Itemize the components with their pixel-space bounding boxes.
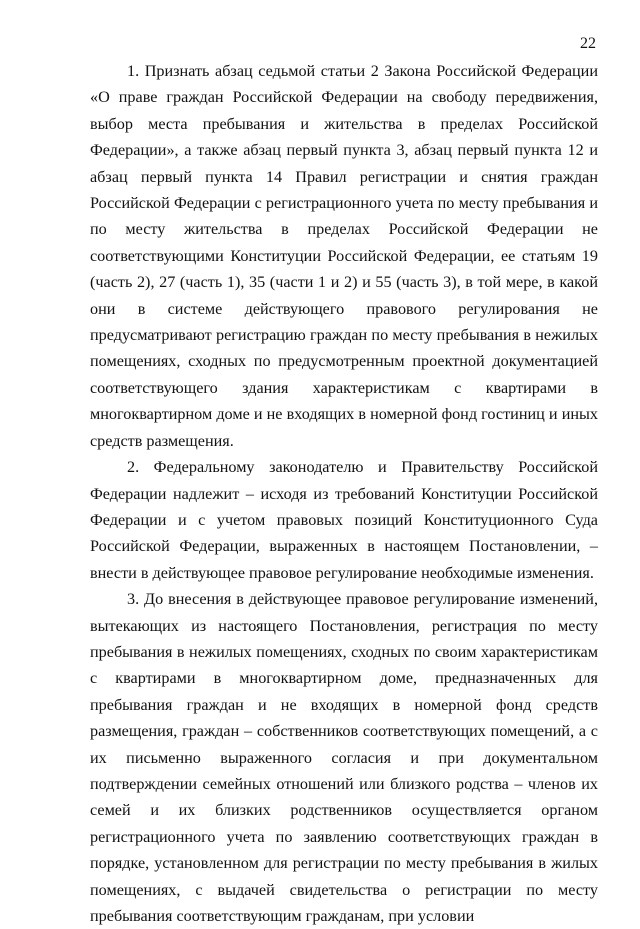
paragraph-2: 2. Федеральному законодателю и Правительству Российской Федерации надлежит – исходя из требований Конституции Российской Федерации и с учетом правовых позиций Конституционного Суда Российской Федерации, выраженных в настоящем Постановлении, – внести в действующее правовое регулирование необходимые изменения. <box>90 458 598 582</box>
paragraph-3: 3. До внесения в действующее правовое регулирование изменений, вытекающих из настоящего Постановления, регистрация по месту пребывания в нежилых помещениях, сходных по своим характеристикам с квартирами в многоквартирном доме, предназначенных для пребывания граждан и не входящих в номерной фонд средств размещения, граждан – собственников соответствующих помещений, а с их письменно выраженного согласия и при документальном подтверждении семейных отношений или близкого родства – членов их семей и их близких родственников осуществляется органом регистрационного учета по заявлению соответствующих граждан в порядке, установленном для регистрации по месту пребывания в жилых помещениях, с выдачей свидетельства о регистрации по месту пребывания соответствующим гражданам, при условии <box>90 590 598 925</box>
page-number: 22 <box>580 35 596 52</box>
document-body <box>90 58 598 929</box>
paragraph-1: 1. Признать абзац седьмой статьи 2 Закона Российской Федерации «О праве граждан Российской Федерации на свободу передвижения, выбор места пребывания и жительства в пределах Российской Федерации», а также абзац первый пункта 3, абзац первый пункта 12 и абзац первый пункта 14 Правил регистрации и снятия граждан Российской Федерации с регистрационного учета по месту пребывания и по месту жительства в пределах Российской Федерации не соответствующими Конституции Российской Федерации, ее статьям 19 (часть 2), 27 (часть 1), 35 (части 1 и 2) и 55 (часть 3), в той мере, в какой они в системе действующего правового регулирования не предусматривают регистрацию граждан по месту пребывания в нежилых помещениях, сходных по предусмотренным проектной документацией соответствующего здания характеристикам с квартирами в многоквартирном доме и не входящих в номерной фонд гостиниц и иных средств размещения. <box>90 62 598 450</box>
